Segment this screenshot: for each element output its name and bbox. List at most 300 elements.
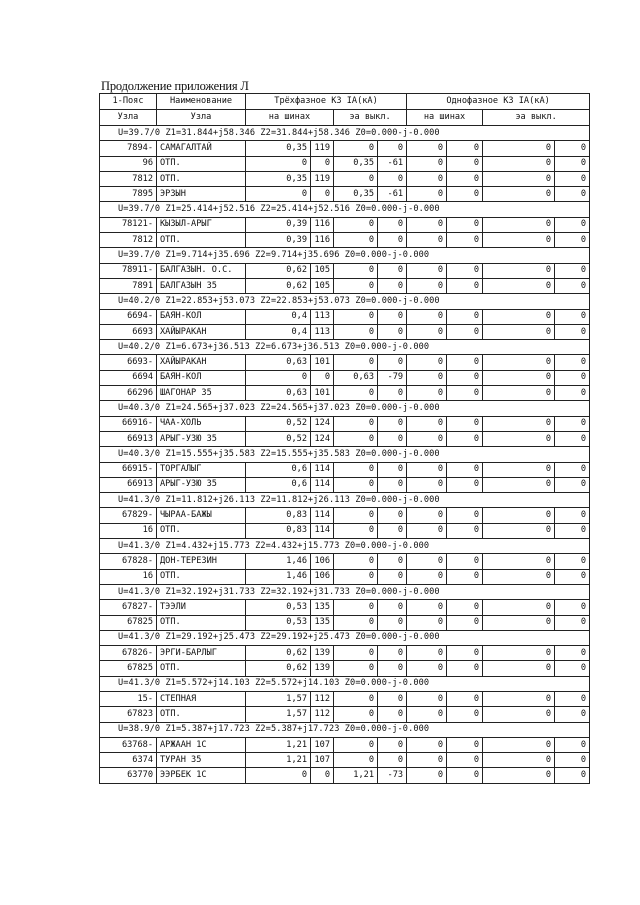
node-name: ДОН-ТЕРЕЗИН (157, 554, 246, 569)
3ph-busbar-current: 0,39 (246, 233, 311, 248)
1ph-breaker-angle: 0 (555, 309, 590, 324)
node-name: ОТП. (157, 661, 246, 676)
3ph-breaker-angle: -73 (378, 768, 407, 783)
3ph-breaker-angle: 0 (378, 355, 407, 370)
impedance-params: U=41.3/0 Z1=32.192+j31.733 Z2=32.192+j31.733 Z0=0.000-j-0.000 (100, 584, 590, 599)
1ph-busbar-current: 0 (407, 324, 447, 339)
3ph-breaker-current: 0 (334, 661, 378, 676)
node-number: 6693 (100, 324, 157, 339)
3ph-breaker-current: 0 (334, 386, 378, 401)
1ph-busbar-angle: 0 (447, 707, 483, 722)
1ph-busbar-current: 0 (407, 355, 447, 370)
1ph-busbar-current: 0 (407, 600, 447, 615)
3ph-breaker-angle: -61 (378, 156, 407, 171)
1ph-busbar-current: 0 (407, 263, 447, 278)
3ph-breaker-current: 0 (334, 691, 378, 706)
3ph-breaker-current: 0 (334, 431, 378, 446)
impedance-params: U=41.3/0 Z1=29.192+j25.473 Z2=29.192+j25.473 Z0=0.000-j-0.000 (100, 630, 590, 645)
node-number: 66913 (100, 477, 157, 492)
3ph-breaker-angle: 0 (378, 753, 407, 768)
1ph-breaker-angle: 0 (555, 263, 590, 278)
3ph-busbar-angle: 113 (311, 324, 334, 339)
node-name: КЫЗЫЛ-АРЫГ (157, 217, 246, 232)
1ph-breaker-angle: 0 (555, 217, 590, 232)
header-node-name: Узла (157, 110, 246, 126)
table-row (100, 217, 590, 232)
3ph-busbar-angle: 139 (311, 646, 334, 661)
1ph-busbar-angle: 0 (447, 646, 483, 661)
impedance-params: U=41.3/0 Z1=4.432+j15.773 Z2=4.432+j15.773 Z0=0.000-j-0.000 (100, 539, 590, 554)
node-name: БАЛГАЗЫН 35 (157, 278, 246, 293)
3ph-breaker-current: 0 (334, 324, 378, 339)
node-number: 78911- (100, 263, 157, 278)
header-1ph-busbar: на шинах (407, 110, 483, 126)
impedance-params: U=39.7/0 Z1=31.844+j58.346 Z2=31.844+j58.346 Z0=0.000-j-0.000 (100, 126, 590, 141)
3ph-busbar-angle: 114 (311, 477, 334, 492)
3ph-busbar-current: 0 (246, 768, 311, 783)
3ph-busbar-current: 0,83 (246, 523, 311, 538)
1ph-busbar-angle: 0 (447, 737, 483, 752)
node-number: 6693- (100, 355, 157, 370)
node-number: 16 (100, 569, 157, 584)
3ph-busbar-current: 0,62 (246, 278, 311, 293)
header-name: Наименование (157, 94, 246, 110)
1ph-breaker-current: 0 (483, 600, 555, 615)
3ph-busbar-current: 0,35 (246, 171, 311, 186)
3ph-breaker-current: 0 (334, 141, 378, 156)
3ph-breaker-current: 0 (334, 309, 378, 324)
3ph-breaker-current: 0 (334, 646, 378, 661)
3ph-breaker-current: 0,35 (334, 156, 378, 171)
1ph-busbar-current: 0 (407, 753, 447, 768)
1ph-busbar-current: 0 (407, 737, 447, 752)
table-row (100, 523, 590, 538)
1ph-breaker-current: 0 (483, 768, 555, 783)
node-name: ЧЫРАА-БАЖЫ (157, 508, 246, 523)
1ph-breaker-angle: 0 (555, 508, 590, 523)
3ph-breaker-angle: -79 (378, 370, 407, 385)
1ph-busbar-angle: 0 (447, 187, 483, 202)
1ph-breaker-angle: 0 (555, 141, 590, 156)
1ph-breaker-current: 0 (483, 477, 555, 492)
header-single-phase: Однофазное КЗ IA(кА) (407, 94, 590, 110)
1ph-busbar-angle: 0 (447, 768, 483, 783)
node-number: 66296 (100, 386, 157, 401)
3ph-breaker-current: 0 (334, 171, 378, 186)
node-number: 67825 (100, 615, 157, 630)
3ph-breaker-angle: 0 (378, 416, 407, 431)
1ph-busbar-angle: 0 (447, 691, 483, 706)
impedance-row (100, 126, 590, 141)
3ph-breaker-angle: 0 (378, 615, 407, 630)
1ph-breaker-angle: 0 (555, 233, 590, 248)
node-name: ТОРГАЛЫГ (157, 462, 246, 477)
1ph-breaker-current: 0 (483, 691, 555, 706)
3ph-busbar-angle: 105 (311, 278, 334, 293)
3ph-breaker-angle: 0 (378, 646, 407, 661)
node-number: 7812 (100, 171, 157, 186)
1ph-busbar-angle: 0 (447, 233, 483, 248)
node-number: 66913 (100, 431, 157, 446)
1ph-busbar-angle: 0 (447, 355, 483, 370)
1ph-busbar-current: 0 (407, 768, 447, 783)
1ph-busbar-current: 0 (407, 370, 447, 385)
table-row (100, 309, 590, 324)
node-name: АРЫГ-УЗЮ 35 (157, 431, 246, 446)
3ph-breaker-current: 0 (334, 263, 378, 278)
3ph-busbar-current: 0,63 (246, 386, 311, 401)
3ph-busbar-current: 0,62 (246, 661, 311, 676)
1ph-busbar-angle: 0 (447, 416, 483, 431)
3ph-breaker-current: 0 (334, 600, 378, 615)
1ph-breaker-angle: 0 (555, 661, 590, 676)
1ph-breaker-current: 0 (483, 737, 555, 752)
1ph-breaker-angle: 0 (555, 707, 590, 722)
1ph-breaker-angle: 0 (555, 737, 590, 752)
1ph-breaker-angle: 0 (555, 355, 590, 370)
1ph-breaker-current: 0 (483, 707, 555, 722)
3ph-breaker-angle: 0 (378, 600, 407, 615)
3ph-busbar-angle: 116 (311, 217, 334, 232)
1ph-busbar-current: 0 (407, 707, 447, 722)
3ph-busbar-angle: 106 (311, 569, 334, 584)
1ph-busbar-current: 0 (407, 386, 447, 401)
3ph-breaker-current: 0 (334, 707, 378, 722)
node-name: ОТП. (157, 707, 246, 722)
node-number: 7895 (100, 187, 157, 202)
3ph-busbar-current: 0,35 (246, 141, 311, 156)
node-number: 7894- (100, 141, 157, 156)
1ph-breaker-current: 0 (483, 554, 555, 569)
impedance-params: U=40.2/0 Z1=6.673+j36.513 Z2=6.673+j36.513 Z0=0.000-j-0.000 (100, 340, 590, 355)
1ph-busbar-angle: 0 (447, 263, 483, 278)
header-1ph-breaker: эа выкл. (483, 110, 590, 126)
1ph-breaker-angle: 0 (555, 554, 590, 569)
1ph-breaker-current: 0 (483, 431, 555, 446)
table-row (100, 263, 590, 278)
impedance-row (100, 202, 590, 217)
1ph-breaker-angle: 0 (555, 523, 590, 538)
3ph-busbar-current: 0,53 (246, 600, 311, 615)
3ph-breaker-current: 0 (334, 233, 378, 248)
table-row (100, 233, 590, 248)
3ph-busbar-current: 0,39 (246, 217, 311, 232)
1ph-busbar-angle: 0 (447, 523, 483, 538)
impedance-row (100, 630, 590, 645)
header-3ph-breaker: эа выкл. (334, 110, 407, 126)
1ph-busbar-angle: 0 (447, 615, 483, 630)
node-number: 67828- (100, 554, 157, 569)
3ph-breaker-angle: 0 (378, 661, 407, 676)
3ph-breaker-current: 0 (334, 737, 378, 752)
3ph-breaker-angle: -61 (378, 187, 407, 202)
node-name: ЭРГИ-БАРЛЫГ (157, 646, 246, 661)
1ph-breaker-current: 0 (483, 661, 555, 676)
3ph-breaker-angle: 0 (378, 233, 407, 248)
node-number: 66916- (100, 416, 157, 431)
3ph-breaker-angle: 0 (378, 141, 407, 156)
3ph-busbar-angle: 135 (311, 615, 334, 630)
1ph-busbar-current: 0 (407, 278, 447, 293)
impedance-params: U=39.7/0 Z1=9.714+j35.696 Z2=9.714+j35.696 Z0=0.000-j-0.000 (100, 248, 590, 263)
3ph-busbar-angle: 107 (311, 753, 334, 768)
3ph-busbar-angle: 139 (311, 661, 334, 676)
1ph-breaker-current: 0 (483, 171, 555, 186)
3ph-breaker-current: 0 (334, 217, 378, 232)
1ph-busbar-current: 0 (407, 661, 447, 676)
3ph-breaker-angle: 0 (378, 691, 407, 706)
3ph-busbar-current: 0,4 (246, 309, 311, 324)
1ph-breaker-current: 0 (483, 386, 555, 401)
table-row (100, 554, 590, 569)
table-row (100, 646, 590, 661)
1ph-busbar-current: 0 (407, 141, 447, 156)
node-name: ТУРАН 35 (157, 753, 246, 768)
1ph-breaker-angle: 0 (555, 646, 590, 661)
node-name: АРЫГ-УЗЮ 35 (157, 477, 246, 492)
node-name: ОТП. (157, 615, 246, 630)
1ph-breaker-angle: 0 (555, 324, 590, 339)
3ph-busbar-angle: 0 (311, 370, 334, 385)
table-row (100, 691, 590, 706)
1ph-breaker-current: 0 (483, 508, 555, 523)
node-number: 67825 (100, 661, 157, 676)
node-name: ХАЙЫРАКАН (157, 324, 246, 339)
1ph-breaker-angle: 0 (555, 462, 590, 477)
impedance-row (100, 401, 590, 416)
1ph-breaker-current: 0 (483, 569, 555, 584)
1ph-busbar-current: 0 (407, 416, 447, 431)
3ph-busbar-current: 1,46 (246, 569, 311, 584)
1ph-busbar-current: 0 (407, 615, 447, 630)
3ph-busbar-current: 0,4 (246, 324, 311, 339)
3ph-busbar-angle: 124 (311, 416, 334, 431)
1ph-busbar-current: 0 (407, 691, 447, 706)
1ph-busbar-angle: 0 (447, 600, 483, 615)
1ph-breaker-angle: 0 (555, 768, 590, 783)
3ph-busbar-angle: 0 (311, 156, 334, 171)
1ph-breaker-angle: 0 (555, 386, 590, 401)
3ph-breaker-current: 0 (334, 477, 378, 492)
node-number: 96 (100, 156, 157, 171)
node-number: 67829- (100, 508, 157, 523)
1ph-breaker-current: 0 (483, 233, 555, 248)
3ph-busbar-current: 0 (246, 370, 311, 385)
1ph-busbar-angle: 0 (447, 370, 483, 385)
1ph-breaker-angle: 0 (555, 691, 590, 706)
node-number: 6694 (100, 370, 157, 385)
table-row (100, 569, 590, 584)
1ph-breaker-angle: 0 (555, 753, 590, 768)
1ph-breaker-angle: 0 (555, 569, 590, 584)
table-row (100, 615, 590, 630)
header-three-phase: Трёхфазное КЗ IA(кА) (246, 94, 407, 110)
3ph-breaker-angle: 0 (378, 554, 407, 569)
1ph-busbar-angle: 0 (447, 278, 483, 293)
1ph-breaker-angle: 0 (555, 416, 590, 431)
3ph-busbar-current: 0,52 (246, 416, 311, 431)
3ph-breaker-angle: 0 (378, 523, 407, 538)
header-belt: 1-Пояс (100, 94, 157, 110)
1ph-busbar-current: 0 (407, 233, 447, 248)
1ph-busbar-current: 0 (407, 554, 447, 569)
3ph-busbar-angle: 101 (311, 355, 334, 370)
node-number: 63770 (100, 768, 157, 783)
1ph-breaker-current: 0 (483, 370, 555, 385)
3ph-busbar-angle: 101 (311, 386, 334, 401)
1ph-breaker-angle: 0 (555, 615, 590, 630)
impedance-params: U=41.3/0 Z1=11.812+j26.113 Z2=11.812+j26.113 Z0=0.000-j-0.000 (100, 493, 590, 508)
results-table (99, 93, 590, 784)
3ph-breaker-current: 0 (334, 508, 378, 523)
3ph-busbar-angle: 113 (311, 309, 334, 324)
3ph-busbar-current: 0,6 (246, 462, 311, 477)
node-number: 15- (100, 691, 157, 706)
3ph-busbar-angle: 0 (311, 187, 334, 202)
3ph-breaker-angle: 0 (378, 171, 407, 186)
1ph-busbar-current: 0 (407, 646, 447, 661)
1ph-busbar-current: 0 (407, 523, 447, 538)
1ph-breaker-angle: 0 (555, 187, 590, 202)
table-row (100, 477, 590, 492)
1ph-busbar-angle: 0 (447, 217, 483, 232)
table-row (100, 171, 590, 186)
1ph-breaker-current: 0 (483, 523, 555, 538)
node-number: 16 (100, 523, 157, 538)
1ph-busbar-current: 0 (407, 217, 447, 232)
3ph-breaker-angle: 0 (378, 309, 407, 324)
3ph-busbar-current: 1,57 (246, 691, 311, 706)
1ph-busbar-current: 0 (407, 569, 447, 584)
3ph-breaker-current: 0 (334, 615, 378, 630)
1ph-breaker-angle: 0 (555, 431, 590, 446)
3ph-busbar-angle: 119 (311, 171, 334, 186)
1ph-breaker-current: 0 (483, 187, 555, 202)
node-name: ОТП. (157, 523, 246, 538)
3ph-breaker-current: 0 (334, 569, 378, 584)
impedance-params: U=39.7/0 Z1=25.414+j52.516 Z2=25.414+j52.516 Z0=0.000-j-0.000 (100, 202, 590, 217)
header-3ph-busbar: на шинах (246, 110, 334, 126)
1ph-busbar-angle: 0 (447, 386, 483, 401)
node-name: ОТП. (157, 569, 246, 584)
node-name: ОТП. (157, 171, 246, 186)
3ph-breaker-current: 0,35 (334, 187, 378, 202)
3ph-busbar-angle: 106 (311, 554, 334, 569)
node-number: 6694- (100, 309, 157, 324)
3ph-busbar-current: 0,83 (246, 508, 311, 523)
1ph-busbar-angle: 0 (447, 508, 483, 523)
3ph-breaker-angle: 0 (378, 278, 407, 293)
1ph-breaker-current: 0 (483, 263, 555, 278)
1ph-breaker-current: 0 (483, 355, 555, 370)
node-name: СТЕПНАЯ (157, 691, 246, 706)
1ph-busbar-current: 0 (407, 309, 447, 324)
node-name: ОТП. (157, 156, 246, 171)
3ph-breaker-angle: 0 (378, 707, 407, 722)
impedance-row (100, 493, 590, 508)
impedance-row (100, 539, 590, 554)
1ph-breaker-current: 0 (483, 156, 555, 171)
node-number: 67827- (100, 600, 157, 615)
1ph-breaker-current: 0 (483, 141, 555, 156)
impedance-params: U=41.3/0 Z1=5.572+j14.103 Z2=5.572+j14.103 Z0=0.000-j-0.000 (100, 676, 590, 691)
3ph-breaker-angle: 0 (378, 462, 407, 477)
1ph-breaker-angle: 0 (555, 278, 590, 293)
header-node: Узла (100, 110, 157, 126)
1ph-busbar-current: 0 (407, 171, 447, 186)
1ph-breaker-current: 0 (483, 753, 555, 768)
3ph-busbar-angle: 114 (311, 462, 334, 477)
node-number: 78121- (100, 217, 157, 232)
node-name: ШАГОНАР 35 (157, 386, 246, 401)
3ph-busbar-angle: 119 (311, 141, 334, 156)
1ph-breaker-angle: 0 (555, 600, 590, 615)
impedance-params: U=40.2/0 Z1=22.853+j53.073 Z2=22.853+j53.073 Z0=0.000-j-0.000 (100, 294, 590, 309)
impedance-row (100, 676, 590, 691)
node-number: 63768- (100, 737, 157, 752)
3ph-breaker-current: 0 (334, 278, 378, 293)
3ph-busbar-angle: 0 (311, 768, 334, 783)
table-row (100, 141, 590, 156)
table-row (100, 324, 590, 339)
node-number: 7891 (100, 278, 157, 293)
3ph-breaker-current: 0 (334, 554, 378, 569)
table-row (100, 416, 590, 431)
3ph-busbar-current: 0,62 (246, 646, 311, 661)
3ph-busbar-angle: 112 (311, 691, 334, 706)
1ph-busbar-current: 0 (407, 431, 447, 446)
3ph-busbar-current: 0 (246, 187, 311, 202)
1ph-busbar-current: 0 (407, 156, 447, 171)
3ph-breaker-angle: 0 (378, 508, 407, 523)
impedance-params: U=38.9/0 Z1=5.387+j17.723 Z2=5.387+j17.723 Z0=0.000-j-0.000 (100, 722, 590, 737)
node-name: ЭЭРБЕК 1С (157, 768, 246, 783)
1ph-breaker-current: 0 (483, 615, 555, 630)
table-row (100, 737, 590, 752)
table-row (100, 187, 590, 202)
3ph-breaker-angle: 0 (378, 477, 407, 492)
1ph-breaker-current: 0 (483, 324, 555, 339)
table-row (100, 768, 590, 783)
1ph-busbar-current: 0 (407, 477, 447, 492)
3ph-breaker-angle: 0 (378, 217, 407, 232)
table-row (100, 508, 590, 523)
1ph-busbar-angle: 0 (447, 141, 483, 156)
3ph-busbar-current: 0,6 (246, 477, 311, 492)
3ph-busbar-current: 1,21 (246, 737, 311, 752)
1ph-busbar-angle: 0 (447, 554, 483, 569)
3ph-busbar-current: 0,62 (246, 263, 311, 278)
node-name: ОТП. (157, 233, 246, 248)
node-name: БАЯН-КОЛ (157, 309, 246, 324)
node-name: АРЖААН 1С (157, 737, 246, 752)
3ph-busbar-current: 0,53 (246, 615, 311, 630)
3ph-breaker-current: 1,21 (334, 768, 378, 783)
3ph-breaker-current: 0 (334, 753, 378, 768)
impedance-params: U=40.3/0 Z1=15.555+j35.583 Z2=15.555+j35.583 Z0=0.000-j-0.000 (100, 447, 590, 462)
node-name: БАЯН-КОЛ (157, 370, 246, 385)
3ph-breaker-angle: 0 (378, 431, 407, 446)
node-name: БАЛГАЗЫН. О.С. (157, 263, 246, 278)
3ph-busbar-angle: 114 (311, 508, 334, 523)
3ph-busbar-current: 0,63 (246, 355, 311, 370)
table-row (100, 753, 590, 768)
impedance-row (100, 248, 590, 263)
3ph-breaker-current: 0 (334, 355, 378, 370)
table-row (100, 431, 590, 446)
3ph-busbar-angle: 114 (311, 523, 334, 538)
3ph-breaker-current: 0 (334, 462, 378, 477)
